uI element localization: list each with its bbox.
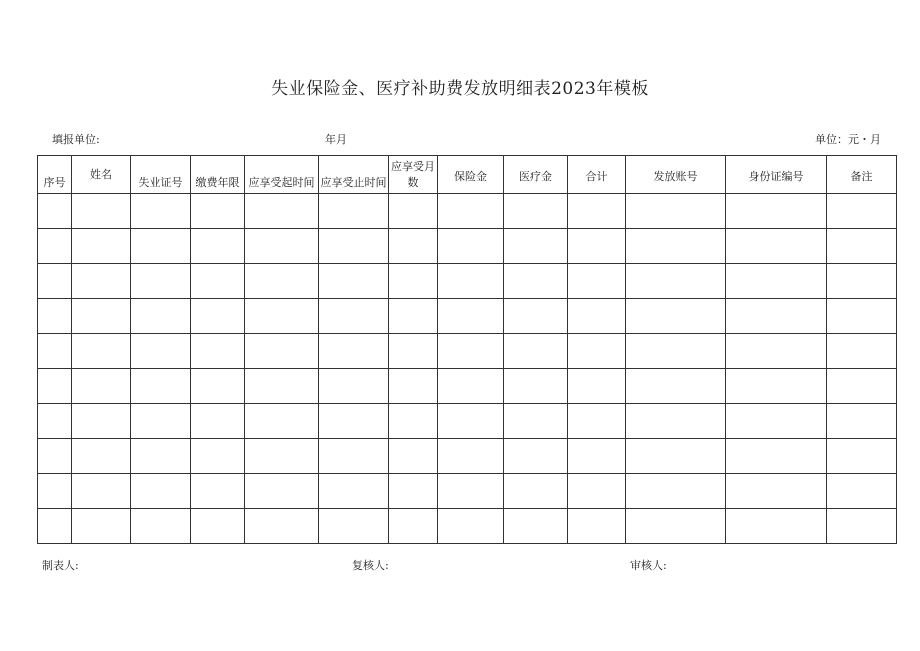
table-cell[interactable] — [319, 439, 389, 474]
table-cell[interactable] — [568, 474, 626, 509]
maker-label: 制表人: — [42, 559, 79, 572]
table-cell[interactable] — [438, 404, 504, 439]
table-cell[interactable] — [191, 334, 245, 369]
table-cell[interactable] — [131, 369, 191, 404]
table-cell[interactable] — [389, 334, 438, 369]
table-cell[interactable] — [38, 369, 72, 404]
table-cell[interactable] — [191, 404, 245, 439]
table-cell[interactable] — [245, 509, 319, 544]
table-cell[interactable] — [245, 439, 319, 474]
table-cell[interactable] — [438, 229, 504, 264]
table-cell[interactable] — [438, 264, 504, 299]
reviewer-label: 复核人: — [352, 559, 389, 572]
table-cell[interactable] — [568, 509, 626, 544]
table-cell[interactable] — [626, 299, 726, 334]
table-cell[interactable] — [504, 404, 568, 439]
table-cell[interactable] — [245, 369, 319, 404]
table-cell[interactable] — [438, 474, 504, 509]
table-cell[interactable] — [319, 369, 389, 404]
table-cell[interactable] — [827, 194, 897, 229]
table-cell[interactable] — [72, 194, 131, 229]
header-account: 发放账号 — [626, 156, 726, 194]
table-cell[interactable] — [726, 474, 827, 509]
table-cell[interactable] — [726, 439, 827, 474]
table-cell[interactable] — [38, 299, 72, 334]
table-cell[interactable] — [389, 509, 438, 544]
table-cell[interactable] — [827, 404, 897, 439]
table-cell[interactable] — [827, 474, 897, 509]
table-cell[interactable] — [626, 509, 726, 544]
header-remark: 备注 — [827, 156, 897, 194]
table-cell[interactable] — [319, 229, 389, 264]
table-cell[interactable] — [72, 369, 131, 404]
table-cell[interactable] — [827, 369, 897, 404]
table-cell[interactable] — [827, 439, 897, 474]
table-cell[interactable] — [726, 334, 827, 369]
table-cell[interactable] — [568, 404, 626, 439]
table-cell[interactable] — [568, 264, 626, 299]
table-cell[interactable] — [438, 299, 504, 334]
table-row — [38, 474, 897, 509]
table-cell[interactable] — [504, 299, 568, 334]
table-cell[interactable] — [38, 334, 72, 369]
table-cell[interactable] — [389, 439, 438, 474]
table-cell[interactable] — [319, 404, 389, 439]
table-cell[interactable] — [245, 299, 319, 334]
table-cell[interactable] — [191, 229, 245, 264]
table-cell[interactable] — [191, 474, 245, 509]
table-cell[interactable] — [827, 229, 897, 264]
table-cell[interactable] — [72, 474, 131, 509]
table-cell[interactable] — [191, 439, 245, 474]
table-cell[interactable] — [191, 264, 245, 299]
table-cell[interactable] — [131, 404, 191, 439]
table-cell[interactable] — [626, 334, 726, 369]
table-row — [38, 369, 897, 404]
unit-label: 单位：元・月 — [815, 133, 881, 146]
table-cell[interactable] — [38, 264, 72, 299]
table-cell[interactable] — [827, 299, 897, 334]
table-cell[interactable] — [626, 439, 726, 474]
table-cell[interactable] — [319, 474, 389, 509]
table-cell[interactable] — [38, 229, 72, 264]
table-cell[interactable] — [626, 474, 726, 509]
table-cell[interactable] — [568, 439, 626, 474]
table-cell[interactable] — [319, 509, 389, 544]
header-months: 应享受月 数 — [389, 156, 438, 194]
table-body — [38, 194, 897, 544]
table-row — [38, 404, 897, 439]
table-cell[interactable] — [504, 439, 568, 474]
table-row — [38, 509, 897, 544]
table-cell[interactable] — [504, 369, 568, 404]
table-cell[interactable] — [72, 404, 131, 439]
table-row — [38, 264, 897, 299]
table-cell[interactable] — [191, 369, 245, 404]
table-cell[interactable] — [726, 264, 827, 299]
header-medical: 医疗金 — [504, 156, 568, 194]
header-name: 姓名 — [72, 156, 131, 194]
header-cert: 失业证号 — [131, 156, 191, 194]
table-cell[interactable] — [438, 194, 504, 229]
table-cell[interactable] — [72, 439, 131, 474]
table-cell[interactable] — [827, 509, 897, 544]
table-cell[interactable] — [504, 264, 568, 299]
table-cell[interactable] — [626, 229, 726, 264]
table-cell[interactable] — [38, 509, 72, 544]
table-cell[interactable] — [827, 264, 897, 299]
table-cell[interactable] — [72, 229, 131, 264]
year-month-label: 年月 — [325, 133, 347, 146]
table-cell[interactable] — [568, 334, 626, 369]
table-row — [38, 194, 897, 229]
table-cell[interactable] — [504, 474, 568, 509]
table-cell[interactable] — [131, 229, 191, 264]
table-cell[interactable] — [726, 369, 827, 404]
table-cell[interactable] — [319, 334, 389, 369]
table-cell[interactable] — [38, 194, 72, 229]
header-end: 应享受止时间 — [319, 156, 389, 194]
table-cell[interactable] — [131, 474, 191, 509]
auditor-label: 审核人: — [630, 559, 667, 572]
table-cell[interactable] — [72, 509, 131, 544]
table-cell[interactable] — [72, 299, 131, 334]
table-row — [38, 229, 897, 264]
table-cell[interactable] — [568, 229, 626, 264]
table-cell[interactable] — [438, 369, 504, 404]
table-cell[interactable] — [191, 194, 245, 229]
table-cell[interactable] — [726, 299, 827, 334]
header-id-no: 身份证编号 — [726, 156, 827, 194]
table-cell[interactable] — [389, 264, 438, 299]
table-cell[interactable] — [438, 439, 504, 474]
header-seq: 序号 — [38, 156, 72, 194]
filler-unit-label: 填报单位: — [52, 133, 100, 146]
table-cell[interactable] — [568, 369, 626, 404]
table-cell[interactable] — [438, 334, 504, 369]
table-cell[interactable] — [245, 404, 319, 439]
table-cell[interactable] — [626, 369, 726, 404]
table-cell[interactable] — [131, 334, 191, 369]
table-cell[interactable] — [131, 509, 191, 544]
table-cell[interactable] — [827, 334, 897, 369]
table-cell[interactable] — [131, 264, 191, 299]
table-cell[interactable] — [131, 194, 191, 229]
table-cell[interactable] — [72, 334, 131, 369]
table-cell[interactable] — [389, 229, 438, 264]
page-title: 失业保险金、医疗补助费发放明细表2023年模板 — [271, 79, 649, 99]
table-cell[interactable] — [504, 194, 568, 229]
table-cell[interactable] — [389, 194, 438, 229]
table-row — [38, 299, 897, 334]
table-row — [38, 334, 897, 369]
table-cell[interactable] — [319, 264, 389, 299]
payment-table — [37, 155, 897, 544]
table-cell[interactable] — [626, 194, 726, 229]
table-cell[interactable] — [389, 474, 438, 509]
table-cell[interactable] — [191, 299, 245, 334]
table-cell[interactable] — [38, 439, 72, 474]
table-cell[interactable] — [319, 194, 389, 229]
table-cell[interactable] — [389, 404, 438, 439]
table-cell[interactable] — [626, 264, 726, 299]
table-cell[interactable] — [568, 194, 626, 229]
header-insurance: 保险金 — [438, 156, 504, 194]
table-cell[interactable] — [389, 369, 438, 404]
table-cell[interactable] — [191, 509, 245, 544]
table-cell[interactable] — [245, 194, 319, 229]
table-cell[interactable] — [726, 194, 827, 229]
header-total: 合计 — [568, 156, 626, 194]
table-cell[interactable] — [504, 229, 568, 264]
table-row — [38, 439, 897, 474]
table-cell[interactable] — [389, 299, 438, 334]
table-cell[interactable] — [504, 509, 568, 544]
table-cell[interactable] — [245, 474, 319, 509]
table-cell[interactable] — [626, 404, 726, 439]
table-cell[interactable] — [131, 299, 191, 334]
table-cell[interactable] — [504, 334, 568, 369]
table-cell[interactable] — [38, 404, 72, 439]
header-pay-years: 缴费年限 — [191, 156, 245, 194]
table-cell[interactable] — [131, 439, 191, 474]
header-start: 应享受起时间 — [245, 156, 319, 194]
table-cell[interactable] — [726, 509, 827, 544]
table-cell[interactable] — [72, 264, 131, 299]
table-cell[interactable] — [245, 264, 319, 299]
table-cell[interactable] — [726, 229, 827, 264]
table-cell[interactable] — [319, 299, 389, 334]
table-header-row — [38, 156, 897, 194]
table-cell[interactable] — [245, 229, 319, 264]
table-cell[interactable] — [38, 474, 72, 509]
table-cell[interactable] — [568, 299, 626, 334]
table-cell[interactable] — [438, 509, 504, 544]
table-cell[interactable] — [245, 334, 319, 369]
table-cell[interactable] — [726, 404, 827, 439]
